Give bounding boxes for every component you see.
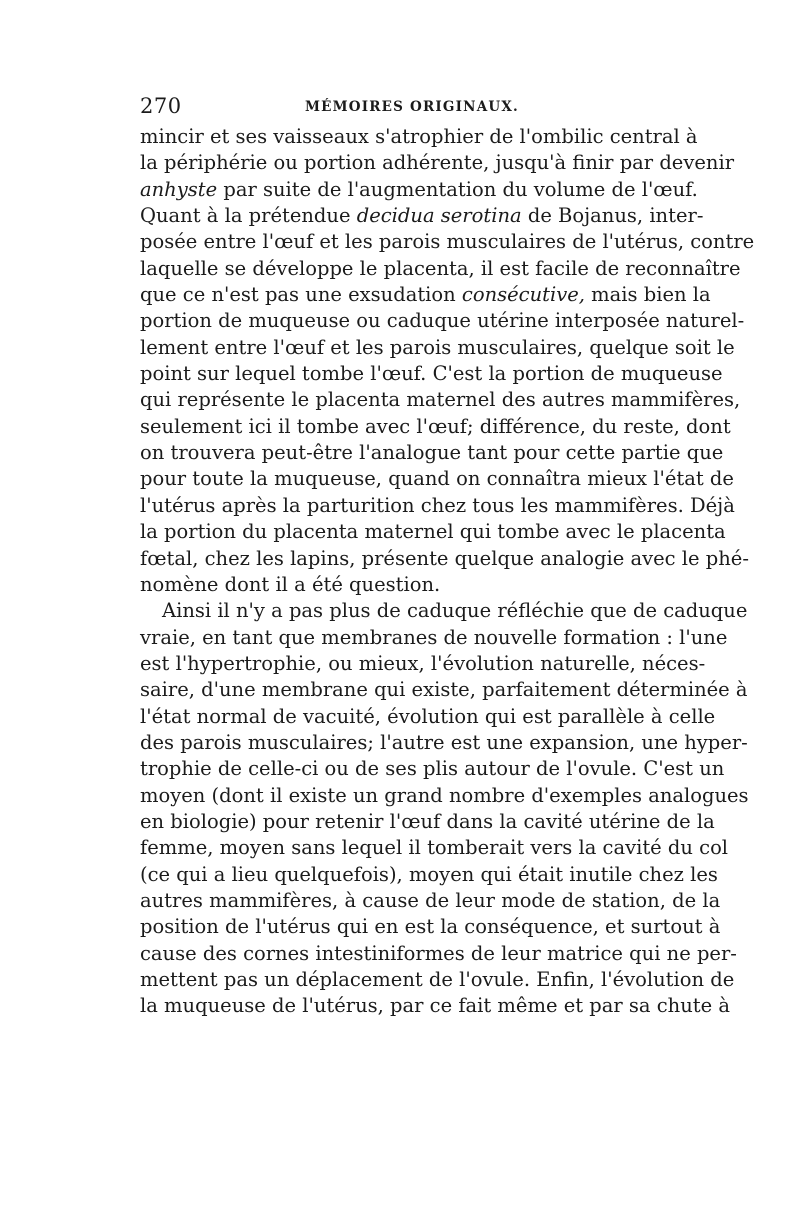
- text-segment: trophie de celle-ci ou de ses plis autour de l'ovule. C'est un: [140, 757, 725, 781]
- text-segment: fœtal, chez les lapins, présente quelque analogie avec le phé-: [140, 546, 749, 570]
- text-segment: de Bojanus, inter-: [521, 204, 704, 228]
- text-line: [140, 862, 718, 888]
- text-segment: mettent pas un déplacement de l'ovule. Enfin, l'évolution de: [140, 968, 735, 991]
- text-line: [140, 967, 735, 993]
- text-segment: position de l'utérus qui en est la conséquence, et surtout à: [140, 915, 721, 939]
- text-segment: cause des cornes intestiniformes de leur matrice qui ne per-: [140, 941, 737, 965]
- text-line: [140, 572, 660, 598]
- text-segment: femme, moyen sans lequel il tomberait vers la cavité du col: [140, 836, 729, 860]
- text-line: [140, 440, 724, 466]
- text-line: [140, 203, 704, 229]
- text-line: [140, 493, 735, 519]
- text-segment: pour toute la muqueuse, quand on connaîtra mieux l'état de: [140, 467, 734, 491]
- text-segment: que ce n'est pas une exsudation: [140, 283, 462, 307]
- text-line: [140, 809, 715, 835]
- text-line: [140, 835, 729, 861]
- body-text: [140, 124, 755, 1020]
- text-line: [140, 150, 735, 176]
- text-line: [140, 229, 755, 255]
- italic-segment: decidua serotina: [356, 204, 522, 228]
- text-segment: nomène dont il a été question.: [140, 572, 441, 596]
- text-segment: l'utérus après la parturition chez tous les mammifères. Déjà: [140, 493, 735, 517]
- text-line: [140, 519, 726, 545]
- text-segment: seulement ici il tombe avec l'œuf; différence, du reste, dont: [140, 414, 731, 438]
- running-head: MÉMOIRES ORIGINAUX.: [305, 99, 519, 115]
- text-line: [140, 387, 741, 413]
- italic-segment: consécutive,: [461, 283, 585, 307]
- text-line: [140, 783, 749, 809]
- text-segment: portion de muqueuse ou caduque utérine interposée naturel-: [140, 309, 745, 333]
- text-line: [140, 466, 734, 492]
- text-segment: en biologie) pour retenir l'œuf dans la cavité utérine de la: [140, 809, 715, 833]
- text-segment: qui représente le placenta maternel des autres mammifères,: [140, 388, 741, 412]
- text-line: [140, 546, 749, 572]
- text-line: [140, 256, 741, 282]
- text-line: [140, 625, 728, 651]
- text-segment: (ce qui a lieu quelquefois), moyen qui était inutile chez les: [140, 862, 718, 886]
- text-line: [140, 414, 731, 440]
- text-segment: mais bien la: [584, 283, 711, 307]
- text-segment: autres mammifères, à cause de leur mode de station, de la: [140, 888, 721, 912]
- page-header: [140, 94, 660, 124]
- text-line: [140, 598, 748, 624]
- text-segment: laquelle se développe le placenta, il est facile de reconnaître: [140, 256, 741, 280]
- text-line: [140, 308, 745, 334]
- text-line: [140, 730, 748, 756]
- text-segment: est l'hypertrophie, ou mieux, l'évolution naturelle, néces-: [140, 651, 706, 675]
- text-line: [140, 335, 735, 361]
- text-segment: saire, d'une membrane qui existe, parfaitement déterminée à: [140, 678, 748, 702]
- text-segment: vraie, en tant que membranes de nouvelle formation : l'une: [140, 625, 728, 649]
- text-segment: l'état normal de vacuité, évolution qui est parallèle à celle: [140, 704, 716, 728]
- text-line: [140, 914, 721, 940]
- text-line: [140, 677, 748, 703]
- text-segment: Ainsi il n'y a pas plus de caduque réfléchie que de caduque: [162, 599, 748, 623]
- text-segment: par suite de l'augmentation du volume de l'œuf.: [217, 177, 698, 201]
- text-line: [140, 888, 721, 914]
- text-line: [140, 282, 711, 308]
- text-line: [140, 941, 737, 967]
- text-segment: on trouvera peut-être l'analogue tant pour cette partie que: [140, 441, 724, 465]
- text-segment: posée entre l'œuf et les parois musculaires de l'utérus, contre: [140, 230, 755, 254]
- text-line: [140, 993, 730, 1019]
- text-line: [140, 177, 698, 203]
- page-number: 270: [140, 94, 182, 118]
- text-segment: mincir et ses vaisseaux s'atrophier de l'ombilic central à: [140, 125, 698, 148]
- text-line: [140, 651, 706, 677]
- text-line: [140, 704, 716, 730]
- text-segment: moyen (dont il existe un grand nombre d'exemples analogues: [140, 783, 749, 807]
- italic-segment: anhyste: [140, 177, 218, 201]
- text-segment: Quant à la prétendue: [140, 204, 357, 228]
- text-segment: lement entre l'œuf et les parois musculaires, quelque soit le: [140, 335, 735, 359]
- text-line: [140, 124, 698, 150]
- text-line: [140, 361, 723, 387]
- text-segment: la portion du placenta maternel qui tombe avec le placenta: [140, 520, 726, 544]
- text-segment: des parois musculaires; l'autre est une expansion, une hyper-: [140, 730, 748, 754]
- text-segment: la périphérie ou portion adhérente, jusqu'à finir par devenir: [140, 151, 735, 175]
- text-line: [140, 756, 725, 782]
- text-segment: point sur lequel tombe l'œuf. C'est la portion de muqueuse: [140, 362, 723, 386]
- text-segment: la muqueuse de l'utérus, par ce fait même et par sa chute à: [140, 994, 730, 1018]
